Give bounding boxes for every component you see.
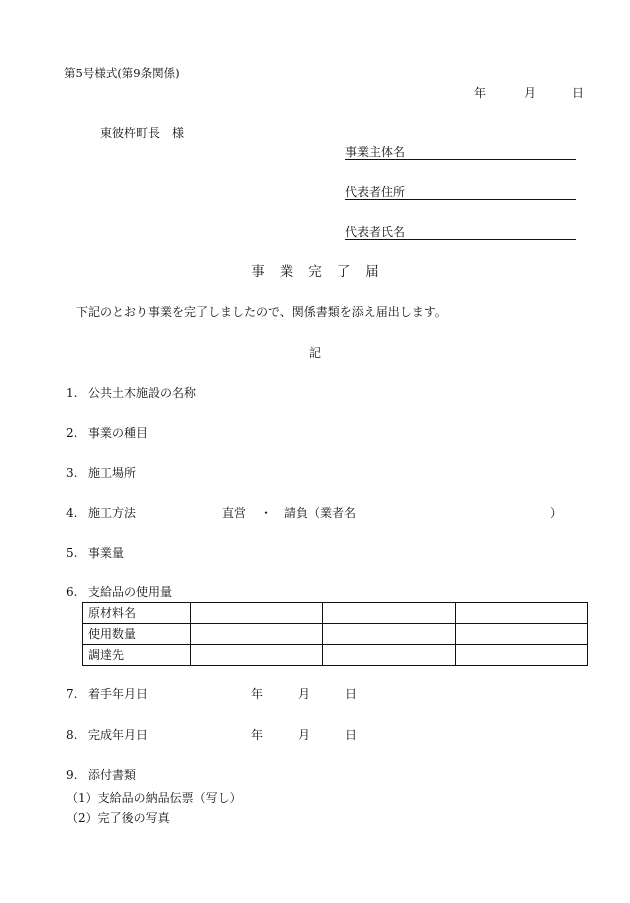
representative-name-field[interactable] (345, 225, 576, 240)
representative-address-label: 代表者住所 (345, 185, 406, 199)
table-cell[interactable] (191, 624, 323, 645)
method-separator: ・ (260, 506, 273, 520)
method-contract-option[interactable]: 請負（業者名 (284, 506, 357, 520)
method-close-paren: ） (550, 506, 563, 520)
item-label: 支給品の使用量 (88, 585, 173, 599)
entity-name-label: 事業主体名 (345, 145, 406, 159)
item-number: 5. (66, 546, 78, 560)
start-date-month: 月 (298, 687, 311, 701)
item-project-type (66, 426, 148, 440)
table-row (83, 603, 588, 624)
attachment-item: （1）支給品の納品伝票（写し） (66, 791, 242, 805)
attachment-item: （2）完了後の写真 (66, 811, 170, 825)
addressee: 東彼杵町長 様 (100, 126, 185, 140)
table-cell[interactable] (455, 624, 587, 645)
table-cell[interactable] (455, 645, 587, 666)
form-number: 第5号様式(第9条関係) (64, 66, 180, 80)
completion-date-month: 月 (298, 728, 311, 742)
date-year: 年 (474, 86, 487, 100)
table-cell[interactable] (323, 624, 455, 645)
date-day: 日 (572, 86, 585, 100)
item-label: 添付書類 (88, 768, 137, 782)
row-header-material: 原材料名 (83, 603, 191, 624)
record-mark: 記 (308, 346, 321, 360)
attachment-list (66, 788, 242, 828)
item-number: 2. (66, 426, 78, 440)
table-row (83, 624, 588, 645)
table-cell[interactable] (191, 603, 323, 624)
item-start-date (66, 687, 148, 701)
item-number: 8. (66, 728, 78, 742)
table-cell[interactable] (323, 645, 455, 666)
item-number: 6. (66, 585, 78, 599)
item-completion-date (66, 728, 148, 742)
item-number: 9. (66, 768, 78, 782)
item-label: 事業の種目 (88, 426, 149, 440)
method-direct-option[interactable]: 直営 (222, 506, 247, 520)
entity-name-field[interactable] (345, 145, 576, 160)
start-date-year: 年 (251, 687, 264, 701)
table-row (83, 645, 588, 666)
row-header-supplier: 調達先 (83, 645, 191, 666)
item-facility-name (66, 386, 196, 400)
item-number: 3. (66, 466, 78, 480)
item-label: 着手年月日 (88, 687, 149, 701)
table-cell[interactable] (323, 603, 455, 624)
item-attachments (66, 768, 136, 782)
intro-text: 下記のとおり事業を完了しましたので、関係書類を添え届出します。 (76, 305, 447, 319)
item-number: 4. (66, 506, 78, 520)
completion-date-day: 日 (345, 728, 358, 742)
table-cell[interactable] (455, 603, 587, 624)
supplied-goods-table (82, 602, 588, 666)
document-title: 事業完了届 (251, 264, 394, 280)
item-project-volume (66, 546, 124, 560)
item-label: 事業量 (88, 546, 125, 560)
row-header-quantity: 使用数量 (83, 624, 191, 645)
item-label: 施工場所 (88, 466, 137, 480)
table-cell[interactable] (191, 645, 323, 666)
item-supplied-goods-usage (66, 585, 172, 599)
item-construction-method (66, 506, 136, 520)
item-label: 公共土木施設の名称 (88, 386, 197, 400)
representative-name-label: 代表者氏名 (345, 225, 406, 239)
start-date-day: 日 (345, 687, 358, 701)
item-label: 施工方法 (88, 506, 137, 520)
item-number: 1. (66, 386, 78, 400)
completion-date-year: 年 (251, 728, 264, 742)
representative-address-field[interactable] (345, 185, 576, 200)
item-number: 7. (66, 687, 78, 701)
item-construction-site (66, 466, 136, 480)
date-month: 月 (524, 86, 537, 100)
item-label: 完成年月日 (88, 728, 149, 742)
